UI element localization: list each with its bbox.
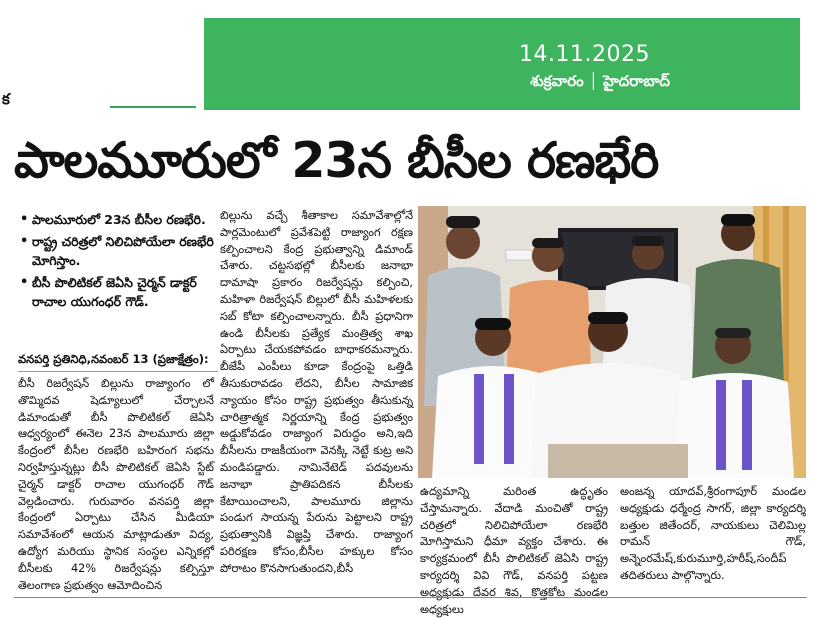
masthead-divider	[110, 106, 196, 108]
bullet-text: బీసీ పొలిటికల్ జెఏసి చైర్మన్ డాక్టర్ రాచాల యుగంధర్ గౌడ్.	[32, 275, 197, 309]
bullet-item	[20, 232, 215, 270]
body-text: ఉద్యమాన్ని మరింత ఉద్ధృతం చేస్తామన్నారు. వేదాడి మంచితో రాష్ట్ర చరిత్రలో నిలిచిపోయేలా రణభేరి మోగిస్తామని ధీమా వ్యక్తం చేశారు. ఈ కార్యక్రమంలో బీసీ పొలిటికల్ జెఏసి రాష్ట్ర కార్యదర్శి వివి గౌడ్, వనపర్తి పట్టణ అధ్యక్షుడు దేవర శివ, కొత్తకోట మండల అధ్యక్షులు	[420, 485, 608, 616]
body-column-2	[220, 208, 413, 578]
issue-date: 14.11.2025	[519, 42, 650, 67]
bullet-icon: •	[20, 212, 29, 227]
news-photo	[418, 206, 806, 478]
masthead-left-fragment: క	[2, 90, 10, 108]
bullet-text: రాష్ట్ర చరిత్రలో నిలిచిపోయేలా రణభేరి మోగిస్తాం.	[32, 234, 214, 268]
headline: పాలమూరులో 23న బీసీల రణభేరి	[14, 132, 659, 189]
bottom-divider	[14, 597, 807, 598]
body-column-1	[18, 376, 214, 594]
body-column-4	[620, 484, 806, 585]
highlight-bullets	[20, 210, 215, 314]
bullet-icon: •	[20, 275, 29, 290]
body-text: బిల్లును వచ్చే శీతాకాల సమావేశాల్లోనే పార్లమెంటులో ప్రవేశపెట్టి రాజ్యాంగ రక్షణ కల్పించాలని కేంద్ర ప్రభుత్వాన్ని డిమాండ్ చేశారు. చట్టసభల్లో బీసీలకు జనాభా దామాషా ప్రకారం రిజర్వేషన్లు కల్పించి, మహిళా రిజర్వేషన్ బిల్లులో బీసీ మహిళలకు సబ్ కోటా కల్పించాలన్నారు. బీసీ ప్రధానిగా ఉండి బీసీలకు ప్రత్యేక మంత్రిత్వ శాఖ ఏర్పాటు చేయకపోవడం బాధాకరమన్నారు. బీజేపీ ఎంపీలు కూడా కేంద్రంపై ఒత్తిడి తీసుకురావడం లేదని, బీసీల సామాజిక న్యాయం కోసం రాష్ట్ర ప్రభుత్వం తీసుకున్న చారిత్రాత్మక నిర్ణయాన్ని కేంద్ర ప్రభుత్వం అడ్డుకోవడం రాజ్యాంగ విరుద్ధం అని,ఇది బీసీలను రాజకీయంగా వెనక్కి నెట్టే కుట్ర అని మండిపడ్డారు. నామినేటెడ్ పదవులను జనాభా ప్రాతిపదికన బీసీలకు కేటాయించాలని, పాలమూరు జిల్లాను పండుగ సాయన్న పేరును పెట్టాలని రాష్ట్ర ప్రభుత్వానికి విజ్ఞప్తి చేశారు. రాజ్యాంగ పరిరక్షణ కోసం,బీసీల హక్కుల కోసం పోరాటం కొనసాగుతుందని,బీసీ	[220, 209, 413, 575]
byline: వనపర్తి ప్రతినిధి,నవంబర్ 13 (ప్రజాక్షేత్రం):	[18, 352, 218, 372]
group-photo-image	[418, 206, 806, 478]
bullet-item	[20, 210, 215, 229]
bullet-item	[20, 273, 215, 311]
bullet-icon: •	[20, 234, 29, 249]
body-text: బీసీ రిజర్వేషన్ బిల్లును రాజ్యాంగం లో తొమ్మిదవ షెడ్యూలులో చేర్చాలనే డిమాండుతో బీసీ పొలిటికల్ జెఏసి ఆధ్వర్యంలో ఈనెల 23న పాలమూరు జిల్లా కేంద్రంలో బీసీల రణభేరి బహిరంగ సభను నిర్వహిస్తున్నట్లు బీసీ పొలిటికల్ జెఏసి స్టేట్ చైర్మన్ డాక్టర్ రాచాల యుగంధర్ గౌడ్ వెల్లడించారు. గురువారం వనపర్తి జిల్లా కేంద్రంలో ఏర్పాటు చేసిన మీడియా సమావేశంలో ఆయన మాట్లాడుతూ విద్య, ఉద్యోగ మరియు స్థానిక సంస్థల ఎన్నికల్లో బీసీలకు 42% రిజర్వేషన్లు కల్పిస్తూ తెలంగాణ ప్రభుత్వం ఆమోదించిన	[18, 377, 214, 592]
bullet-text: పాలమూరులో 23న బీసీల రణభేరి.	[32, 212, 206, 227]
masthead-banner	[204, 18, 800, 110]
body-text: అంజన్న యాదవ్,శ్రీరంగాపూర్ మండల అధ్యక్షుడు ధర్మేంద్ర సాగర్, జిల్లా కార్యదర్శి బత్తుల జితేందర్, నాయకులు చెలిమిల్ల రామన్ గౌడ్, అన్నెంరమేష్,కురుమూర్తి,హరీష్,సందీప్ తదితరులు పాల్గొన్నారు.	[620, 485, 806, 582]
issue-day-place: శుక్రవారం │ హైదరాబాద్	[530, 72, 670, 90]
masthead-left-panel	[0, 18, 200, 110]
